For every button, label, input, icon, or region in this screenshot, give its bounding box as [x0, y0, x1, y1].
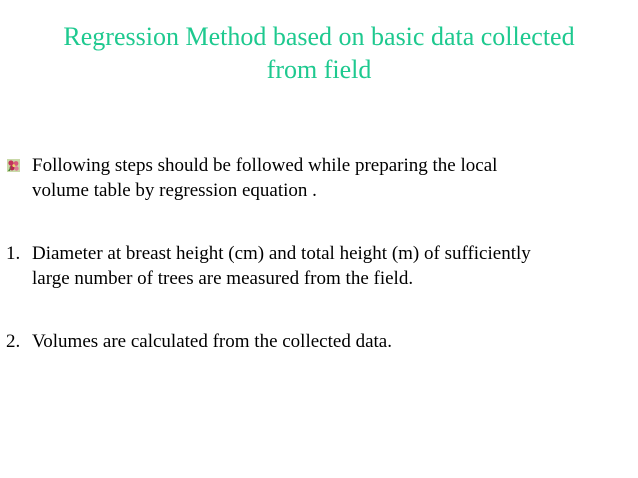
- title-line-2: from field: [266, 55, 372, 84]
- title-line-1: Regression Method based on basic data collected: [63, 22, 575, 51]
- item-text-line: volume table by regression equation .: [32, 180, 317, 201]
- item-text: [32, 153, 616, 203]
- numbered-item-1: [6, 241, 616, 291]
- item-number: 1.: [6, 243, 21, 264]
- item-text-line: Following steps should be followed while preparing the local: [32, 155, 498, 176]
- item-text-line: Volumes are calculated from the collected data.: [32, 331, 392, 352]
- item-text-line: Diameter at breast height (cm) and total height (m) of sufficiently: [32, 243, 531, 264]
- flower-bullet-icon: [7, 159, 20, 172]
- item-text-line: large number of trees are measured from the field.: [32, 268, 414, 289]
- numbered-item-2: [6, 329, 616, 354]
- bullet-item-intro: [6, 153, 616, 203]
- slide-title: [20, 20, 618, 86]
- item-number: 2.: [6, 331, 21, 352]
- item-text: [32, 241, 616, 291]
- item-text: [32, 329, 616, 354]
